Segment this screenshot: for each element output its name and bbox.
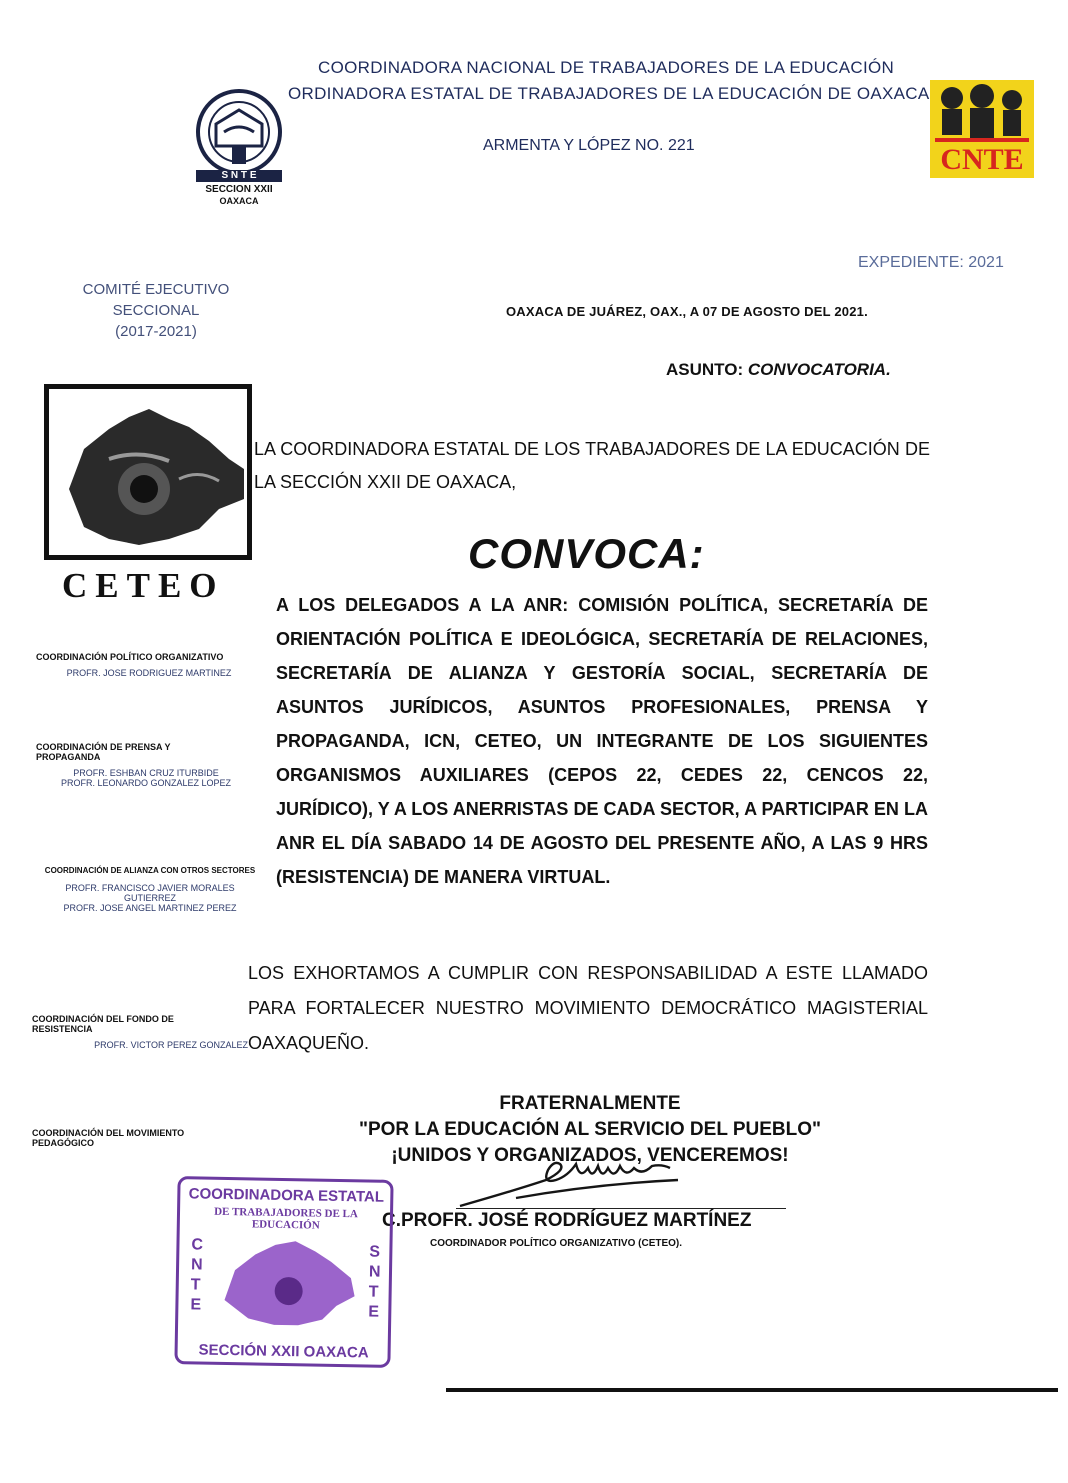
sidebar-item-alianza bbox=[44, 866, 256, 913]
sidebar-name: PROFR. JOSE RODRIGUEZ MARTINEZ bbox=[66, 668, 232, 678]
convocation-paragraph: A LOS DELEGADOS A LA ANR: COMISIÓN POLÍTICA, SECRETARÍA DE ORIENTACIÓN POLÍTICA E IDEOLÓGICA, SECRETARÍA DE RELACIONES, SECRETARÍA DE ALIANZA Y GESTORÍA SOCIAL, SECRETARÍA DE ASUNTOS JURÍDICOS, ASUNTOS PROFESIONALES, PRENSA Y PROPAGANDA, ICN, CETEO, UN INTEGRANTE DE LOS SIGUIENTES ORGANISMOS AUXILIARES (CEPOS 22, CEDES 22, CENCOS 22, JURÍDICO), Y A LOS ANERRISTAS DE CADA SECTOR, A PARTICIPAR EN LA ANR EL DÍA SABADO 14 DE AGOSTO DEL PRESENTE AÑO, A LAS 9 HRS (RESISTENCIA) DE MANERA VIRTUAL. bbox=[276, 595, 928, 887]
ceteo-logo bbox=[44, 384, 252, 560]
closing-line-3: ¡UNIDOS Y ORGANIZADOS, VENCEREMOS! bbox=[391, 1145, 789, 1166]
sidebar-item-resistencia bbox=[32, 1014, 248, 1050]
sidebar-heading: COORDINACIÓN DEL FONDO DE RESISTENCIA bbox=[32, 1014, 174, 1034]
sidebar-name: PROFR. LEONARDO GONZALEZ LOPEZ bbox=[60, 778, 232, 788]
comite-ejecutivo bbox=[38, 279, 274, 342]
sidebar-heading: COORDINACIÓN DE ALIANZA CON OTROS SECTORES bbox=[44, 866, 256, 875]
ceteo-label: CETEO bbox=[62, 566, 225, 605]
intro-paragraph: LA COORDINADORA ESTATAL DE LOS TRABAJADORES DE LA EDUCACIÓN DE LA SECCIÓN XXII DE OAXACA, bbox=[254, 439, 930, 492]
sidebar-item-politico bbox=[36, 652, 262, 678]
comite-line-2: (2017-2021) bbox=[115, 323, 197, 340]
sidebar-name: PROFR. FRANCISCO JAVIER MORALES GUTIERREZ bbox=[65, 883, 235, 903]
fecha: OAXACA DE JUÁREZ, OAX., A 07 DE AGOSTO DEL 2021. bbox=[506, 304, 868, 319]
signature-line bbox=[456, 1208, 786, 1209]
stamp-map-icon bbox=[218, 1230, 360, 1332]
stamp-top-2: DE TRABAJADORES DE LA EDUCACIÓN bbox=[214, 1205, 358, 1232]
snte-logo-text-1: S N T E bbox=[221, 170, 257, 181]
sidebar-name: PROFR. VICTOR PEREZ GONZALEZ bbox=[94, 1040, 248, 1050]
cnte-logo-text: CNTE bbox=[940, 143, 1024, 176]
sidebar-item-pedagogico bbox=[32, 1128, 232, 1148]
header-address: ARMENTA Y LÓPEZ NO. 221 bbox=[483, 137, 695, 154]
oaxaca-map-icon bbox=[49, 389, 247, 555]
header-line-2: ORDINADORA ESTATAL DE TRABAJADORES DE LA EDUCACIÓN DE OAXACA bbox=[288, 84, 930, 103]
comite-line-1: COMITÉ EJECUTIVO SECCIONAL bbox=[82, 281, 230, 319]
expediente: EXPEDIENTE: 2021 bbox=[858, 254, 1004, 271]
asunto-label: ASUNTO: bbox=[666, 360, 744, 379]
sidebar-heading: COORDINACIÓN POLÍTICO ORGANIZATIVO bbox=[36, 652, 224, 662]
signer-name: C.PROFR. JOSÉ RODRÍGUEZ MARTÍNEZ bbox=[382, 1210, 752, 1231]
sidebar-name: PROFR. JOSE ANGEL MARTINEZ PEREZ bbox=[63, 903, 237, 913]
signature-icon bbox=[456, 1150, 696, 1212]
sidebar-item-prensa bbox=[36, 742, 256, 788]
stamp-top-1: COORDINADORA ESTATAL bbox=[188, 1185, 385, 1206]
signer-role: COORDINADOR POLÍTICO ORGANIZATIVO (CETEO). bbox=[430, 1238, 683, 1249]
cnte-figures-icon bbox=[930, 80, 1034, 150]
stamp-right: SNTE bbox=[368, 1243, 381, 1321]
bottom-rule bbox=[446, 1388, 1058, 1392]
snte-logo-text-2: SECCION XXII bbox=[205, 184, 273, 195]
convoca-heading: CONVOCA: bbox=[468, 530, 705, 577]
snte-logo bbox=[186, 88, 292, 208]
sidebar-heading: COORDINACIÓN DE PRENSA Y PROPAGANDA bbox=[36, 742, 171, 762]
closing-line-1: FRATERNALMENTE bbox=[499, 1093, 681, 1114]
closing-line-2: "POR LA EDUCACIÓN AL SERVICIO DEL PUEBLO" bbox=[358, 1119, 822, 1140]
signature bbox=[456, 1150, 696, 1212]
sidebar-name: PROFR. ESHBAN CRUZ ITURBIDE bbox=[73, 768, 219, 778]
exhortation-paragraph: LOS EXHORTAMOS A CUMPLIR CON RESPONSABILIDAD A ESTE LLAMADO PARA FORTALECER NUESTRO MOVIMIENTO DEMOCRÁTICO MAGISTERIAL OAXAQUEÑO. bbox=[248, 963, 928, 1053]
asunto bbox=[666, 360, 891, 380]
snte-logo-text-3: OAXACA bbox=[219, 196, 259, 206]
cnte-logo bbox=[930, 80, 1034, 178]
asunto-value: CONVOCATORIA. bbox=[747, 360, 891, 379]
stamp-bottom: SECCIÓN XXII OAXACA bbox=[198, 1341, 369, 1362]
header-line-1: COORDINADORA NACIONAL DE TRABAJADORES DE LA EDUCACIÓN bbox=[318, 58, 895, 77]
sidebar-heading: COORDINACIÓN DEL MOVIMIENTO PEDAGÓGICO bbox=[32, 1128, 185, 1148]
stamp-left: CNTE bbox=[190, 1236, 204, 1314]
official-stamp bbox=[174, 1176, 393, 1368]
